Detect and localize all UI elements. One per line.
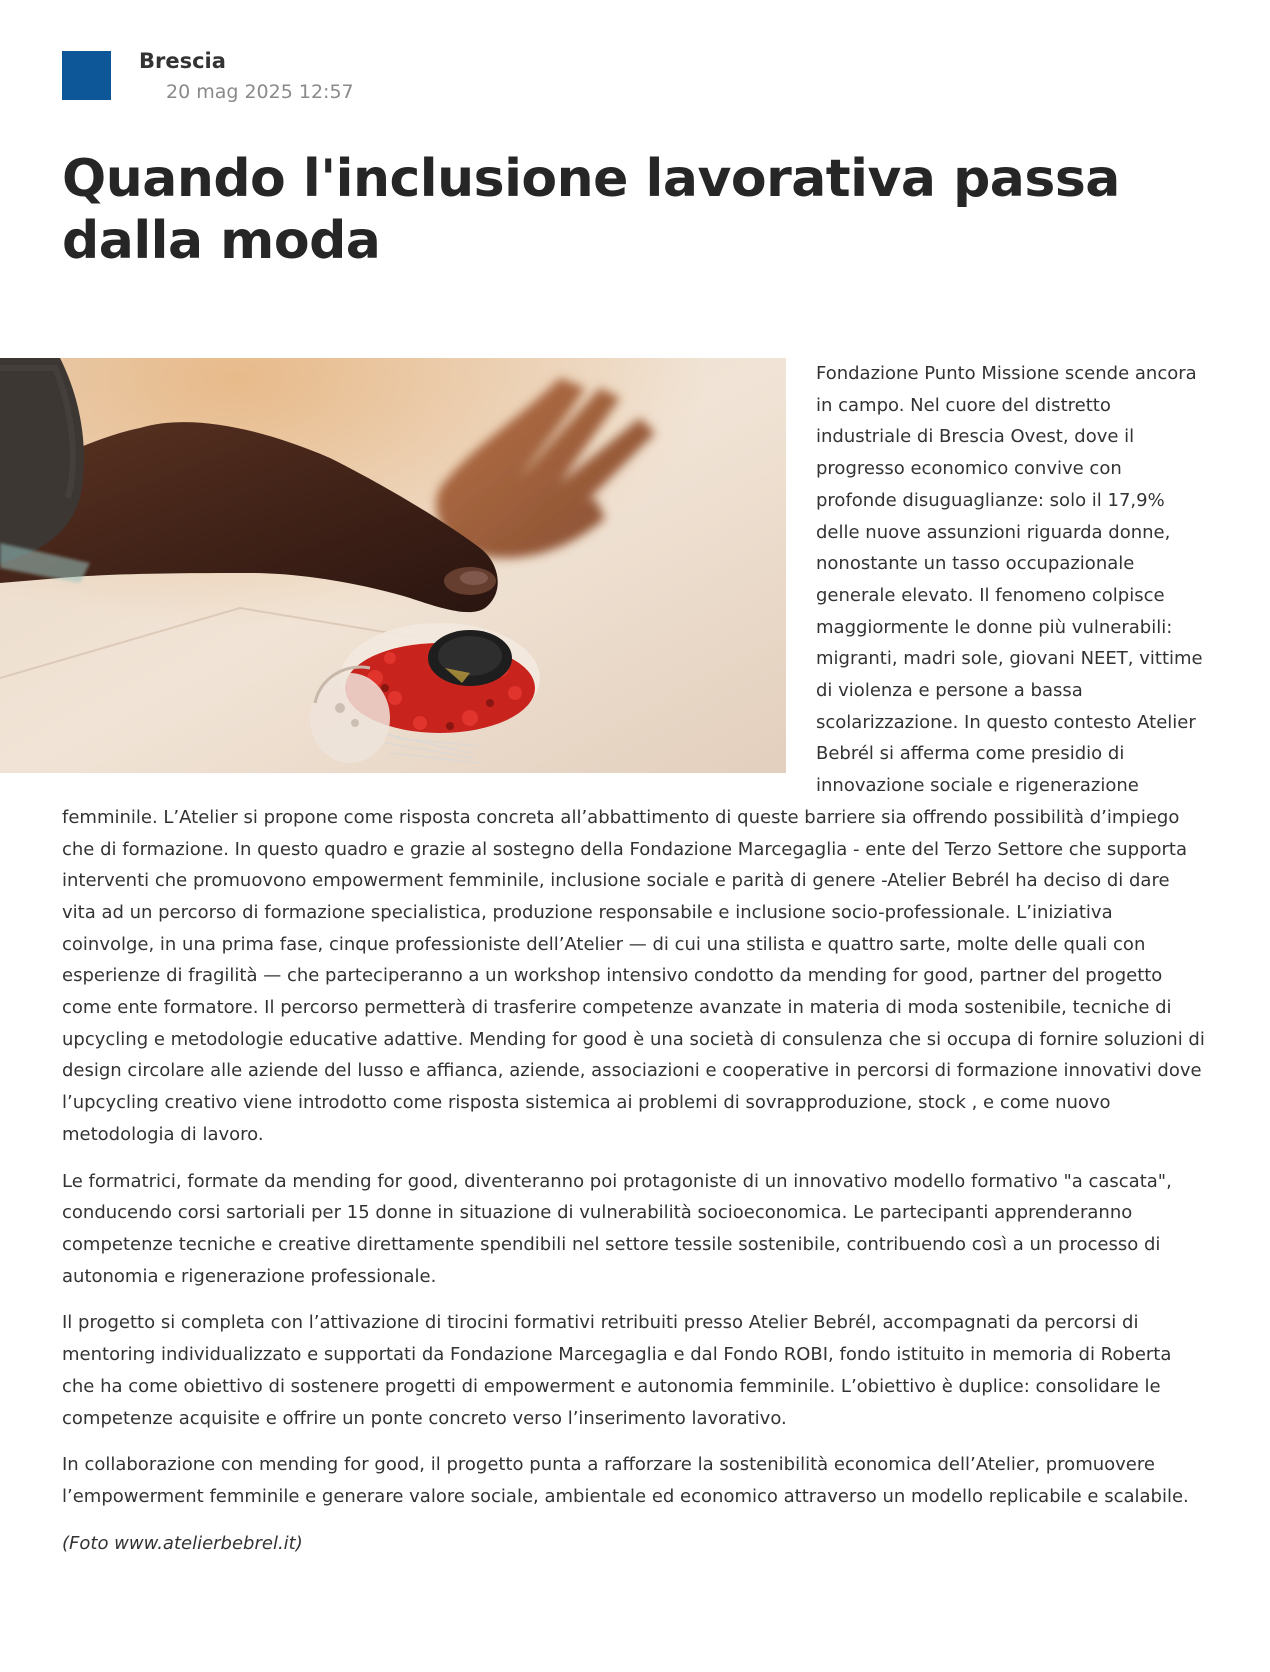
publish-date: 20 mag 2025 12:57: [166, 81, 354, 103]
article-paragraph: Fondazione Punto Missione scende ancora in campo. Nel cuore del distretto industriale di Brescia Ovest, dove il progresso economico convive con profonde disuguaglianze: solo il 17,9% delle nuove assunzioni riguarda donne, nonostante un tasso occupazionale generale elevato. Il fenomeno colpisce maggiormente le donne più vulnerabili: migranti, madri sole, giovani NEET, vittime di violenza e persone a bassa scolarizzazione. In questo contesto Atelier Bebrél si afferma come presidio di innovazione sociale e rigenerazione femminile. L’Atelier si propone come risposta concreta all’abbattimento di queste barriere sia offrendo possibilità d’impiego che di formazione. In questo quadro e grazie al sostegno della Fondazione Marcegaglia - ente del Terzo Settore che supporta interventi che promuovono empowerment femminile, inclusione sociale e parità di genere -Atelier Bebrél ha deciso di dare vita ad un percorso di formazione specialistica, produzione responsabile e inclusione socio-professionale. L’iniziativa coinvolge, in una prima fase, cinque professioniste dell’Atelier — di cui una stilista e quattro sarte, molte delle quali con esperienze di fragilità — che parteciperanno a un workshop intensivo condotto da mending for good, partner del progetto come ente formatore. Il percorso permetterà di trasferire competenze avanzate in materia di moda sostenibile, tecniche di upcycling e metodologie educative adattive. Mending for good è una società di consulenza che si occupa di fornire soluzioni di design circolare alle aziende del lusso e affianca, aziende, associazioni e cooperative in percorsi di formazione innovativi dove l’upcycling creativo viene introdotto come risposta sistemica ai problemi di sovrapproduzione, stock , e come nuovo metodologia di lavoro.: [62, 363, 1205, 1145]
category-badge[interactable]: [62, 51, 111, 100]
category-name[interactable]: Brescia: [139, 49, 226, 73]
article-title: Quando l'inclusione lavorativa passa dalla moda: [62, 149, 1120, 271]
photo-credit: (Foto www.atelierbebrel.it): [62, 1532, 303, 1554]
article-body: [62, 358, 1206, 1574]
article-paragraph: In collaborazione con mending for good, il progetto punta a rafforzare la sostenibilità economica dell’Atelier, promuovere l’empowerment femminile e generare valore sociale, ambientale ed economico attraverso un modello replicabile e scalabile.: [62, 1454, 1189, 1507]
article-paragraph: Il progetto si completa con l’attivazione di tirocini formativi retribuiti presso Atelier Bebrél, accompagnati da percorsi di mentoring individualizzato e supportati da Fondazione Marcegaglia e dal Fondo ROBI, fondo istituito in memoria di Roberta che ha come obiettivo di sostenere progetti di empowerment e autonomia femminile. L’obiettivo è duplice: consolidare le competenze acquisite e offrire un ponte concreto verso l’inserimento lavorativo.: [62, 1312, 1172, 1429]
article-photo: [0, 358, 786, 773]
article-paragraph: Le formatrici, formate da mending for good, diventeranno poi protagoniste di un innovativo modello formativo "a cascata", conducendo corsi sartoriali per 15 donne in situazione di vulnerabilità socioeconomica. Le partecipanti apprenderanno competenze tecniche e creative direttamente spendibili nel settore tessile sostenibile, contribuendo così a un processo di autonomia e rigenerazione professionale.: [62, 1170, 1172, 1287]
article-header: [62, 48, 662, 108]
